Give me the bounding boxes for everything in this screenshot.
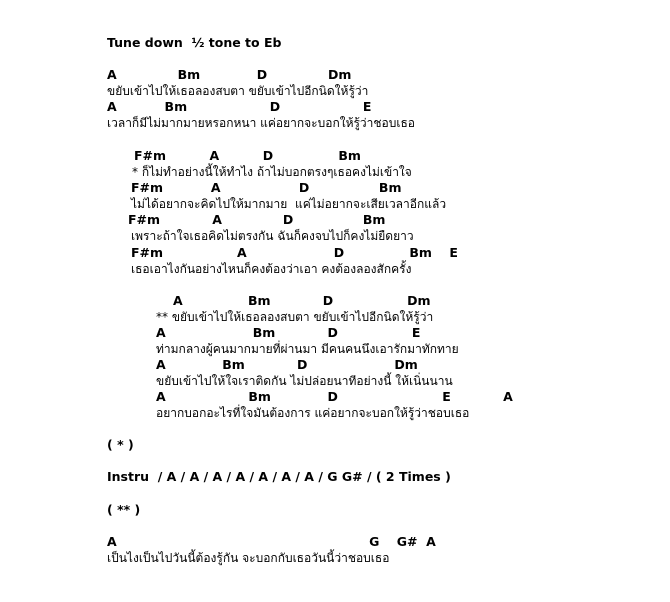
lyric-line: เธอเอาไงกันอย่างไหนก็คงต้องว่าเอา คงต้องลองสักครั้ง [131, 262, 412, 276]
lyric-line: * ก็ไม่ทำอย่างนี้ให้ทำไง ถ้าไม่บอกตรงๆเธอคงไม่เข้าใจ [132, 165, 412, 179]
lyric-line: ท่ามกลางผู้คนมากมายที่ผ่านมา มีคนคนนึงเอารักมาทักทาย [156, 342, 459, 356]
section-mark: ( * ) [107, 437, 134, 452]
chord-line: A Bm D Dm [173, 293, 431, 308]
tuning-note: Tune down ½ tone to Eb [107, 35, 282, 50]
lyric-line: ** ขยับเข้าไปให้เธอลองสบตา ขยับเข้าไปอีกนิดให้รู้ว่า [156, 310, 434, 324]
chord-line: A Bm D E [156, 325, 421, 340]
section-mark: ( ** ) [107, 502, 141, 517]
chord-line: F#m A D Bm [134, 148, 361, 163]
lyric-line: เพราะถ้าใจเธอคิดไม่ตรงกัน ฉันก็คงจบไปก็คงไม่ยืดยาว [131, 229, 414, 243]
chord-line: A Bm D E A [156, 389, 513, 404]
lyric-line: อยากบอกอะไรที่ใจมันต้องการ แค่อยากจะบอกให้รู้ว่าชอบเธอ [156, 406, 470, 420]
lyric-line: ไม่ได้อยากจะคิดไปให้มากมาย แค่ไม่อยากจะเสียเวลาอีกแล้ว [131, 197, 447, 211]
lyric-line: ขยับเข้าไปให้เธอลองสบตา ขยับเข้าไปอีกนิดให้รู้ว่า [107, 84, 369, 98]
instrumental-line: Instru / A / A / A / A / A / A / A / G G# / ( 2 Times ) [107, 469, 451, 484]
chord-line: A Bm D Dm [156, 357, 418, 372]
lyric-line: ขยับเข้าไปให้ใจเราติดกัน ไม่ปล่อยนาทีอย่างนี้ ให้เนิ่นนาน [156, 374, 453, 388]
chord-line: F#m A D Bm [131, 180, 402, 195]
chord-line: A Bm D E [107, 99, 372, 114]
lyric-line: เวลาก็มีไม่มากมายหรอกหนา แค่อยากจะบอกให้รู้ว่าชอบเธอ [107, 116, 416, 130]
chord-line: A Bm D Dm [107, 67, 352, 82]
chord-line: F#m A D Bm [128, 212, 386, 227]
chord-line: F#m A D Bm E [131, 245, 458, 260]
lyric-line: เป็นไงเป็นไปวันนี้ต้องรู้กัน จะบอกกับเธอวันนี้ว่าชอบเธอ [107, 551, 390, 565]
chord-line: A G G# A [107, 534, 436, 549]
